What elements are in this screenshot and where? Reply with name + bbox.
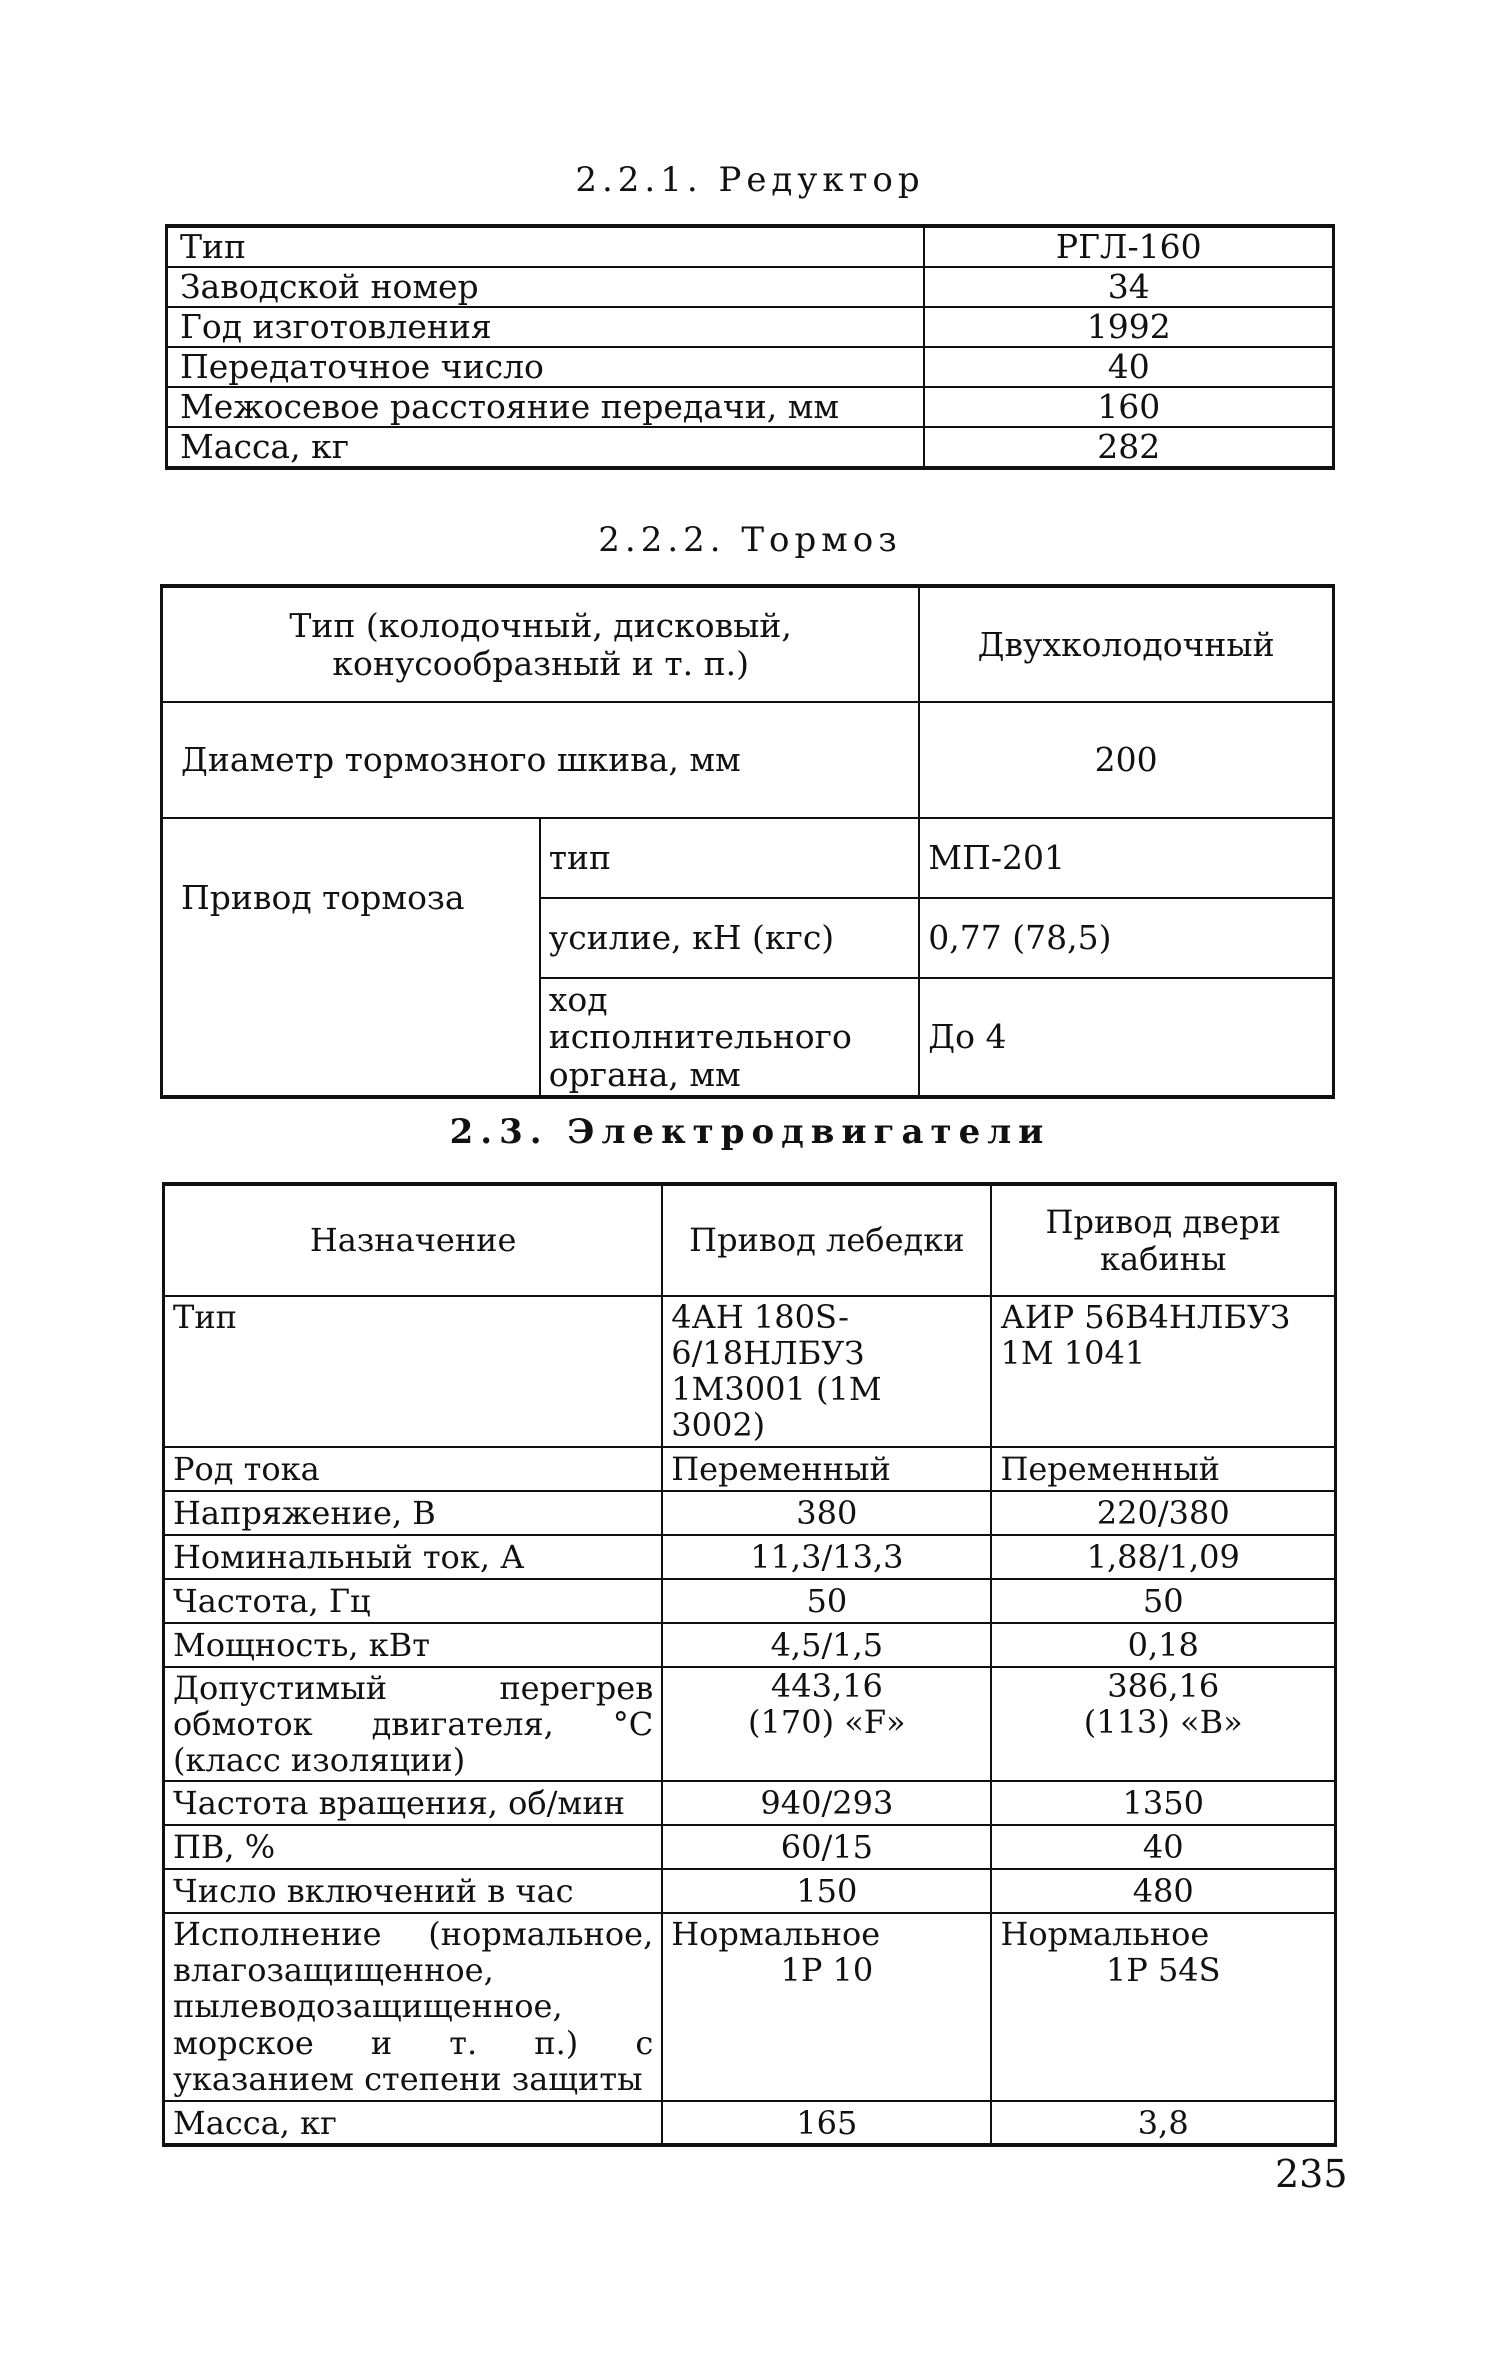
brake-table [160, 584, 1335, 1099]
reducer-value: 1992 [924, 307, 1333, 347]
table-row [164, 1535, 1336, 1579]
reducer-label: Передаточное число [167, 347, 925, 387]
winch-value: Переменный [662, 1447, 991, 1491]
table-row [164, 1579, 1336, 1623]
table-row [164, 1913, 1336, 2101]
winch-execution: Нормальное [671, 1915, 881, 1954]
door-value: 386,16 (113) «В» [991, 1667, 1335, 1781]
table-row [167, 347, 1334, 387]
brake-drive-param: усилие, кН (кгс) [540, 898, 920, 978]
motor-param-label: Напряжение, В [164, 1491, 663, 1535]
winch-value: 4,5/1,5 [662, 1623, 991, 1667]
reducer-heading: 2.2.1. Редуктор [575, 160, 925, 200]
winch-value [662, 1913, 991, 2101]
motor-param-label: Род тока [164, 1447, 663, 1491]
motor-param-label: Номинальный ток, А [164, 1535, 663, 1579]
reducer-value: 160 [924, 387, 1333, 427]
table-row [167, 267, 1334, 307]
page-number: 235 [1275, 2152, 1348, 2196]
column-header: Привод двери кабины [991, 1184, 1335, 1296]
reducer-table [165, 224, 1335, 470]
table-row [164, 1781, 1336, 1825]
door-value: 0,18 [991, 1623, 1335, 1667]
column-header: Привод лебедки [662, 1184, 991, 1296]
brake-drive-value: МП-201 [919, 818, 1333, 898]
brake-drive-param: тип [540, 818, 920, 898]
winch-value: 4АН 180S-6/18НЛБУЗ 1М3001 (1М 3002) [662, 1296, 991, 1447]
door-value: 1,88/1,09 [991, 1535, 1335, 1579]
motors-heading: 2.3. Электродвигатели [449, 1112, 1051, 1152]
brake-diameter-label: Диаметр тормозного шкива, мм [162, 702, 920, 818]
table-row [162, 702, 1334, 818]
column-header: Назначение [164, 1184, 663, 1296]
winch-value: 11,3/13,3 [662, 1535, 991, 1579]
door-value: 3,8 [991, 2101, 1335, 2145]
winch-value: 50 [662, 1579, 991, 1623]
reducer-label: Год изготовления [167, 307, 925, 347]
motors-table [162, 1182, 1337, 2147]
motor-param-label: ПВ, % [164, 1825, 663, 1869]
table-row [164, 1491, 1336, 1535]
door-protection: 1Р 54S [1105, 1951, 1221, 1990]
winch-value: 60/15 [662, 1825, 991, 1869]
brake-drive-label: Привод тормоза [181, 878, 465, 917]
table-row [167, 226, 1334, 267]
table-row [167, 387, 1334, 427]
winch-value: 380 [662, 1491, 991, 1535]
reducer-value: 34 [924, 267, 1333, 307]
brake-drive-param: ход исполнительного органа, мм [540, 978, 920, 1097]
reducer-value: 282 [924, 427, 1333, 468]
table-row [164, 1296, 1336, 1447]
table-row [167, 307, 1334, 347]
door-value [991, 1913, 1335, 2101]
motor-param-label: Исполнение (нормальное, влагозащищенное, пылеводозащищенное, морское и т. п.) с указанием степени защиты [164, 1913, 663, 2101]
table-row [164, 1825, 1336, 1869]
winch-value: 940/293 [662, 1781, 991, 1825]
door-value: АИР 56В4НЛБУЗ 1М 1041 [991, 1296, 1335, 1447]
door-execution: Нормальное [1000, 1915, 1210, 1954]
motor-param-label: Число включений в час [164, 1869, 663, 1913]
reducer-value: 40 [924, 347, 1333, 387]
door-value: 220/380 [991, 1491, 1335, 1535]
table-row [164, 1869, 1336, 1913]
reducer-label: Межосевое расстояние передачи, мм [167, 387, 925, 427]
reducer-label: Заводской номер [167, 267, 925, 307]
winch-protection: 1Р 10 [780, 1951, 874, 1990]
motor-param-label: Тип [164, 1296, 663, 1447]
table-row [162, 586, 1334, 702]
table-row [164, 1667, 1336, 1781]
reducer-value: РГЛ-160 [924, 226, 1333, 267]
winch-value: 443,16 (170) «F» [662, 1667, 991, 1781]
table-row [164, 2101, 1336, 2145]
door-value: 1350 [991, 1781, 1335, 1825]
table-row [167, 427, 1334, 468]
door-value: Переменный [991, 1447, 1335, 1491]
brake-drive-value: До 4 [919, 978, 1333, 1097]
brake-drive-value: 0,77 (78,5) [919, 898, 1333, 978]
reducer-label: Тип [167, 226, 925, 267]
motor-param-label: Допустимый перегрев обмоток двигателя, °С (класс изоляции) [164, 1667, 663, 1781]
brake-heading: 2.2.2. Тормоз [598, 520, 902, 560]
table-row [164, 1447, 1336, 1491]
table-row [164, 1623, 1336, 1667]
reducer-label: Масса, кг [180, 427, 349, 467]
brake-type-value: Двухколодочный [919, 586, 1333, 702]
motor-param-label: Масса, кг [173, 2103, 337, 2142]
winch-value: 165 [662, 2101, 991, 2145]
table-row [164, 1184, 1336, 1296]
winch-value: 150 [662, 1869, 991, 1913]
motor-param-label: Частота вращения, об/мин [164, 1781, 663, 1825]
door-value: 40 [991, 1825, 1335, 1869]
brake-diameter-value: 200 [919, 702, 1333, 818]
motor-param-label: Мощность, кВт [164, 1623, 663, 1667]
table-row [162, 818, 1334, 898]
motor-param-label: Частота, Гц [164, 1579, 663, 1623]
brake-type-label: Тип (колодочный, дисковый, конусообразный и т. п.) [162, 586, 920, 702]
door-value: 480 [991, 1869, 1335, 1913]
door-value: 50 [991, 1579, 1335, 1623]
